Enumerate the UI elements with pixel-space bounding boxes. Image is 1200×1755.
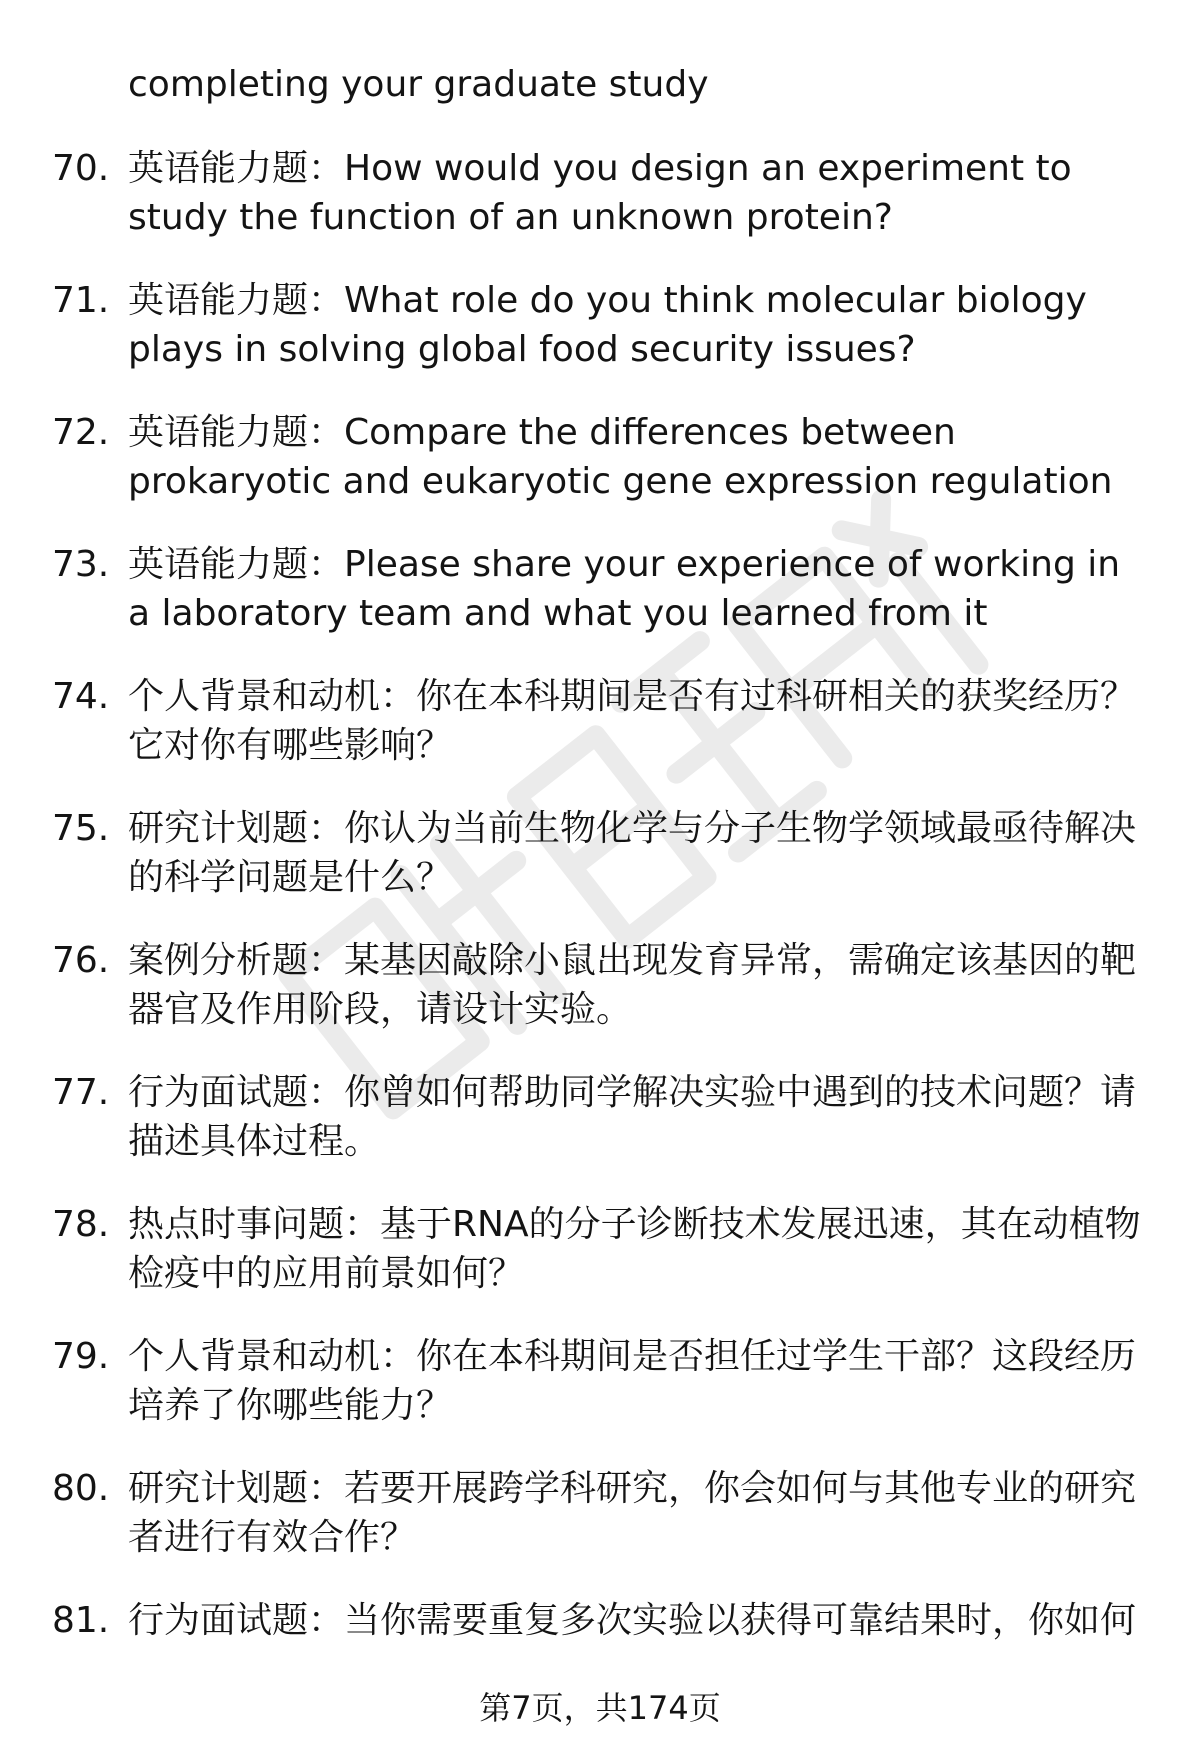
- question-number: 79.: [52, 1336, 110, 1377]
- question-number: 70.: [52, 148, 110, 189]
- question-text: 案例分析题：某基因敲除小鼠出现发育异常，需确定该基因的靶器官及作用阶段，请设计实验。: [128, 940, 1137, 1030]
- question-number: 75.: [52, 808, 110, 849]
- list-item: [0, 540, 1200, 672]
- list-item: [0, 1068, 1200, 1200]
- question-text: 行为面试题：当你需要重复多次实验以获得可靠结果时，你如何: [128, 1600, 1137, 1641]
- question-list: [0, 144, 1200, 1728]
- question-number: 81.: [52, 1600, 110, 1641]
- question-text: 研究计划题：若要开展跨学科研究，你会如何与其他专业的研究者进行有效合作？: [128, 1468, 1137, 1558]
- question-text: 个人背景和动机：你在本科期间是否有过科研相关的获奖经历？它对你有哪些影响？: [128, 676, 1137, 766]
- question-number: 77.: [52, 1072, 110, 1113]
- question-text: 研究计划题：你认为当前生物化学与分子生物学领域最亟待解决的科学问题是什么？: [128, 808, 1137, 898]
- list-item: [0, 1200, 1200, 1332]
- question-text: 英语能力题：Please share your experience of working in a laboratory team and what you learned from it: [128, 544, 1121, 634]
- list-item: [0, 408, 1200, 540]
- question-number: 71.: [52, 280, 110, 321]
- list-item: [0, 936, 1200, 1068]
- list-item: [0, 804, 1200, 936]
- list-item: [0, 1332, 1200, 1464]
- list-item: [0, 144, 1200, 276]
- list-item: [0, 1464, 1200, 1596]
- list-item: [0, 672, 1200, 804]
- question-text: 英语能力题：Compare the differences between prokaryotic and eukaryotic gene expression regulation: [128, 412, 1113, 502]
- continuation-text: completing your graduate study: [128, 64, 709, 105]
- question-number: 72.: [52, 412, 110, 453]
- question-text: 英语能力题：How would you design an experiment to study the function of an unknown protein?: [128, 148, 1072, 238]
- page-footer: 第7页，共174页: [479, 1689, 721, 1727]
- question-number: 73.: [52, 544, 110, 585]
- question-number: 78.: [52, 1204, 110, 1245]
- question-number: 80.: [52, 1468, 110, 1509]
- question-text: 热点时事问题：基于RNA的分子诊断技术发展迅速，其在动植物检疫中的应用前景如何？: [128, 1204, 1141, 1294]
- question-text: 英语能力题：What role do you think molecular biology plays in solving global food security issues?: [128, 280, 1087, 370]
- question-number: 74.: [52, 676, 110, 717]
- question-text: 个人背景和动机：你在本科期间是否担任过学生干部？这段经历培养了你哪些能力？: [128, 1336, 1137, 1426]
- question-number: 76.: [52, 940, 110, 981]
- question-text: 行为面试题：你曾如何帮助同学解决实验中遇到的技术问题？请描述具体过程。: [128, 1072, 1137, 1162]
- list-item: [0, 276, 1200, 408]
